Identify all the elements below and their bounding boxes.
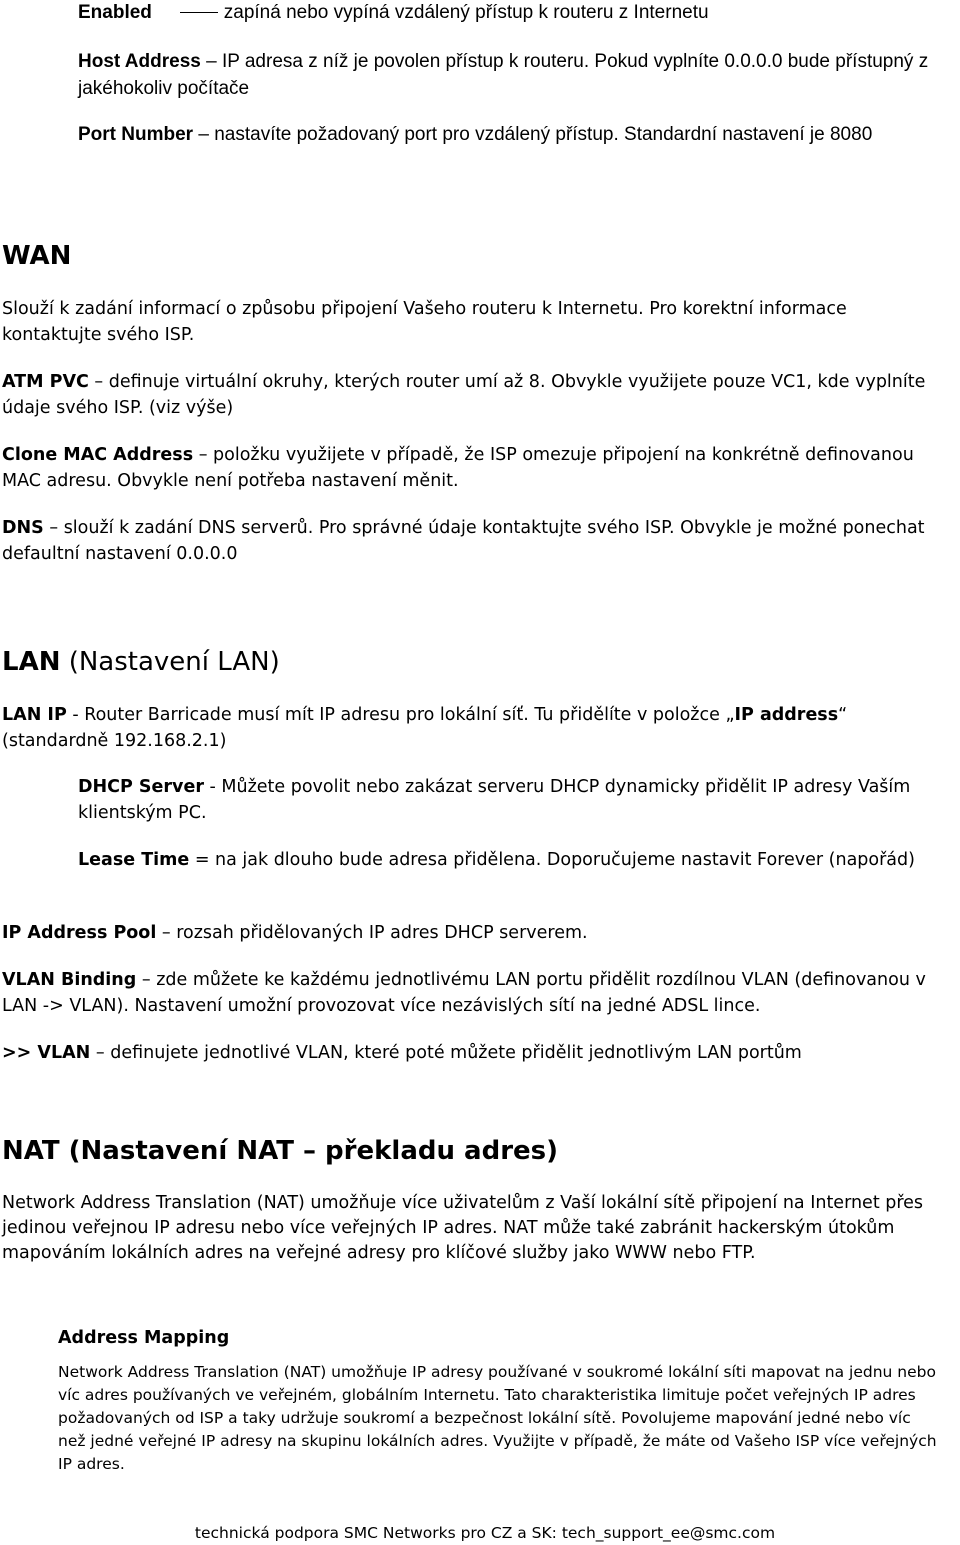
- dns-term: DNS: [2, 518, 44, 538]
- atm-desc: definuje virtuální okruhy, kterých router umí až 8. Obvykle využijete pouze VC1, kde vyplníte údaje svého ISP. (viz výše): [2, 372, 926, 418]
- vlanb-term: VLAN Binding: [2, 970, 137, 990]
- port-desc: nastavíte požadovaný port pro vzdálený přístup. Standardní nastavení je 8080: [214, 124, 873, 145]
- enabled-paragraph: [78, 0, 938, 26]
- lan-heading: [2, 646, 960, 678]
- lanip-desc-1: - Router Barricade musí mít IP adresu pro lokální síť. Tu přidělíte v položce „: [66, 705, 735, 725]
- enabled-desc: zapíná nebo vypíná vzdálený přístup k routeru z Internetu: [223, 2, 709, 23]
- lan-heading-rest: (Nastavení LAN): [60, 647, 280, 677]
- clone-paragraph: Clone MAC Address – položku využijete v případě, že ISP omezuje připojení na konkrétně definovanou MAC adresu. Obvykle není potřeba nastavení měnit.: [2, 445, 914, 491]
- lanip-paragraph: [2, 702, 932, 754]
- host-desc: IP adresa z níž je povolen přístup k routeru. Pokud vyplníte 0.0.0.0 bude přístupný z jakéhokoliv počítače: [78, 51, 929, 99]
- dns-desc: slouží k zadání DNS serverů. Pro správné údaje kontaktujte svého ISP. Obvykle je možné ponechat defaultní nastavení 0.0.0.0: [2, 518, 925, 564]
- lan-heading-bold: LAN: [2, 647, 61, 677]
- lanip-desc-term: IP address: [734, 705, 839, 725]
- pool-term: IP Address Pool: [2, 923, 157, 943]
- lease-term: Lease Time: [78, 850, 190, 870]
- host-paragraph: Host Address – IP adresa z níž je povolen přístup k routeru. Pokud vyplníte 0.0.0.0 bude přístupný z jakéhokoliv počítače: [78, 51, 929, 99]
- nat-intro: Network Address Translation (NAT) umožňuje více uživatelům z Vaší lokální sítě připojení na Internet přes jedinou veřejnou IP adresu nebo více veřejných IP adres. NAT může také zabránit hackerským útokům mapováním lokálních adres na veřejné adresy pro klíčové služby jako WWW nebo FTP.: [2, 1193, 924, 1263]
- dash-divider: [180, 12, 218, 13]
- pool-desc: rozsah přidělovaných IP adres DHCP serverem.: [176, 923, 588, 943]
- address-mapping-heading-text: Address Mapping: [58, 1328, 230, 1348]
- footer-support-text: technická podpora SMC Networks pro CZ a SK: tech_support_ee@smc.com: [194, 1524, 776, 1542]
- clone-term: Clone MAC Address: [2, 445, 194, 465]
- lanip-desc-2: “ (standardně 192.168.2.1): [2, 705, 848, 751]
- address-mapping-heading: [58, 1326, 960, 1350]
- vlan-paragraph: >> VLAN – definujete jednotlivé VLAN, které poté můžete přidělit jednotlivým LAN portům: [2, 1043, 802, 1063]
- enabled-term: Enabled: [78, 2, 152, 23]
- host-term: Host Address: [78, 51, 201, 72]
- pool-paragraph: IP Address Pool – rozsah přidělovaných IP adres DHCP serverem.: [2, 923, 588, 943]
- address-mapping-text: Network Address Translation (NAT) umožňuje IP adresy používané v soukromé lokální síti mapovat na jednu nebo víc adres používaných ve veřejném, globálním Internetu. Tato charakteristika limituje počet veřejných IP adres požadovaných od ISP a taky udržuje soukromí a bezpečnost lokální sítě. Povolujeme mapování jedné nebo víc než jedné veřejné IP adresy na skupinu lokálních adres. Využijte v případě, že máte od Vašeho ISP více veřejných IP adres.: [58, 1363, 937, 1473]
- lease-paragraph: [78, 847, 928, 873]
- wan-heading: WAN: [2, 241, 72, 271]
- port-paragraph: Port Number – nastavíte požadovaný port pro vzdálený přístup. Standardní nastavení je 8080: [78, 124, 873, 145]
- wan-intro: Slouží k zadání informací o způsobu připojení Vašeho routeru k Internetu. Pro korektní informace kontaktujte svého ISP.: [2, 299, 847, 345]
- port-term: Port Number: [78, 124, 194, 145]
- dhcp-term: DHCP Server: [78, 777, 204, 797]
- vlan-term: >> VLAN: [2, 1043, 91, 1063]
- vlanb-paragraph: VLAN Binding – zde můžete ke každému jednotlivému LAN portu přidělit rozdílnou VLAN (definovanou v LAN -> VLAN). Nastavení umožní provozovat více nezávislých sítí na jedné ADSL lince.: [2, 970, 926, 1016]
- dhcp-paragraph: [78, 774, 928, 826]
- vlan-desc: definujete jednotlivé VLAN, které poté můžete přidělit jednotlivým LAN portům: [110, 1043, 802, 1063]
- clone-desc: položku využijete v případě, že ISP omezuje připojení na konkrétně definovanou MAC adresu. Obvykle není potřeba nastavení měnit.: [2, 445, 914, 491]
- atm-term: ATM PVC: [2, 372, 89, 392]
- lanip-term: LAN IP: [2, 705, 67, 725]
- atm-paragraph: ATM PVC – definuje virtuální okruhy, kterých router umí až 8. Obvykle využijete pouze VC1, kde vyplníte údaje svého ISP. (viz výše): [2, 372, 926, 418]
- dns-paragraph: DNS – slouží k zadání DNS serverů. Pro správné údaje kontaktujte svého ISP. Obvykle je možné ponechat defaultní nastavení 0.0.0.0: [2, 518, 925, 564]
- dhcp-desc: - Můžete povolit nebo zakázat serveru DHCP dynamicky přidělit IP adresy Vaším klientským PC.: [78, 777, 911, 823]
- vlanb-desc: zde můžete ke každému jednotlivému LAN portu přidělit rozdílnou VLAN (definovanou v LAN -> VLAN). Nastavení umožní provozovat více nezávislých sítí na jedné ADSL lince.: [2, 970, 926, 1016]
- nat-heading: NAT (Nastavení NAT – překladu adres): [2, 1136, 559, 1166]
- lease-desc: = na jak dlouho bude adresa přidělena. Doporučujeme nastavit Forever (napořád): [189, 850, 915, 870]
